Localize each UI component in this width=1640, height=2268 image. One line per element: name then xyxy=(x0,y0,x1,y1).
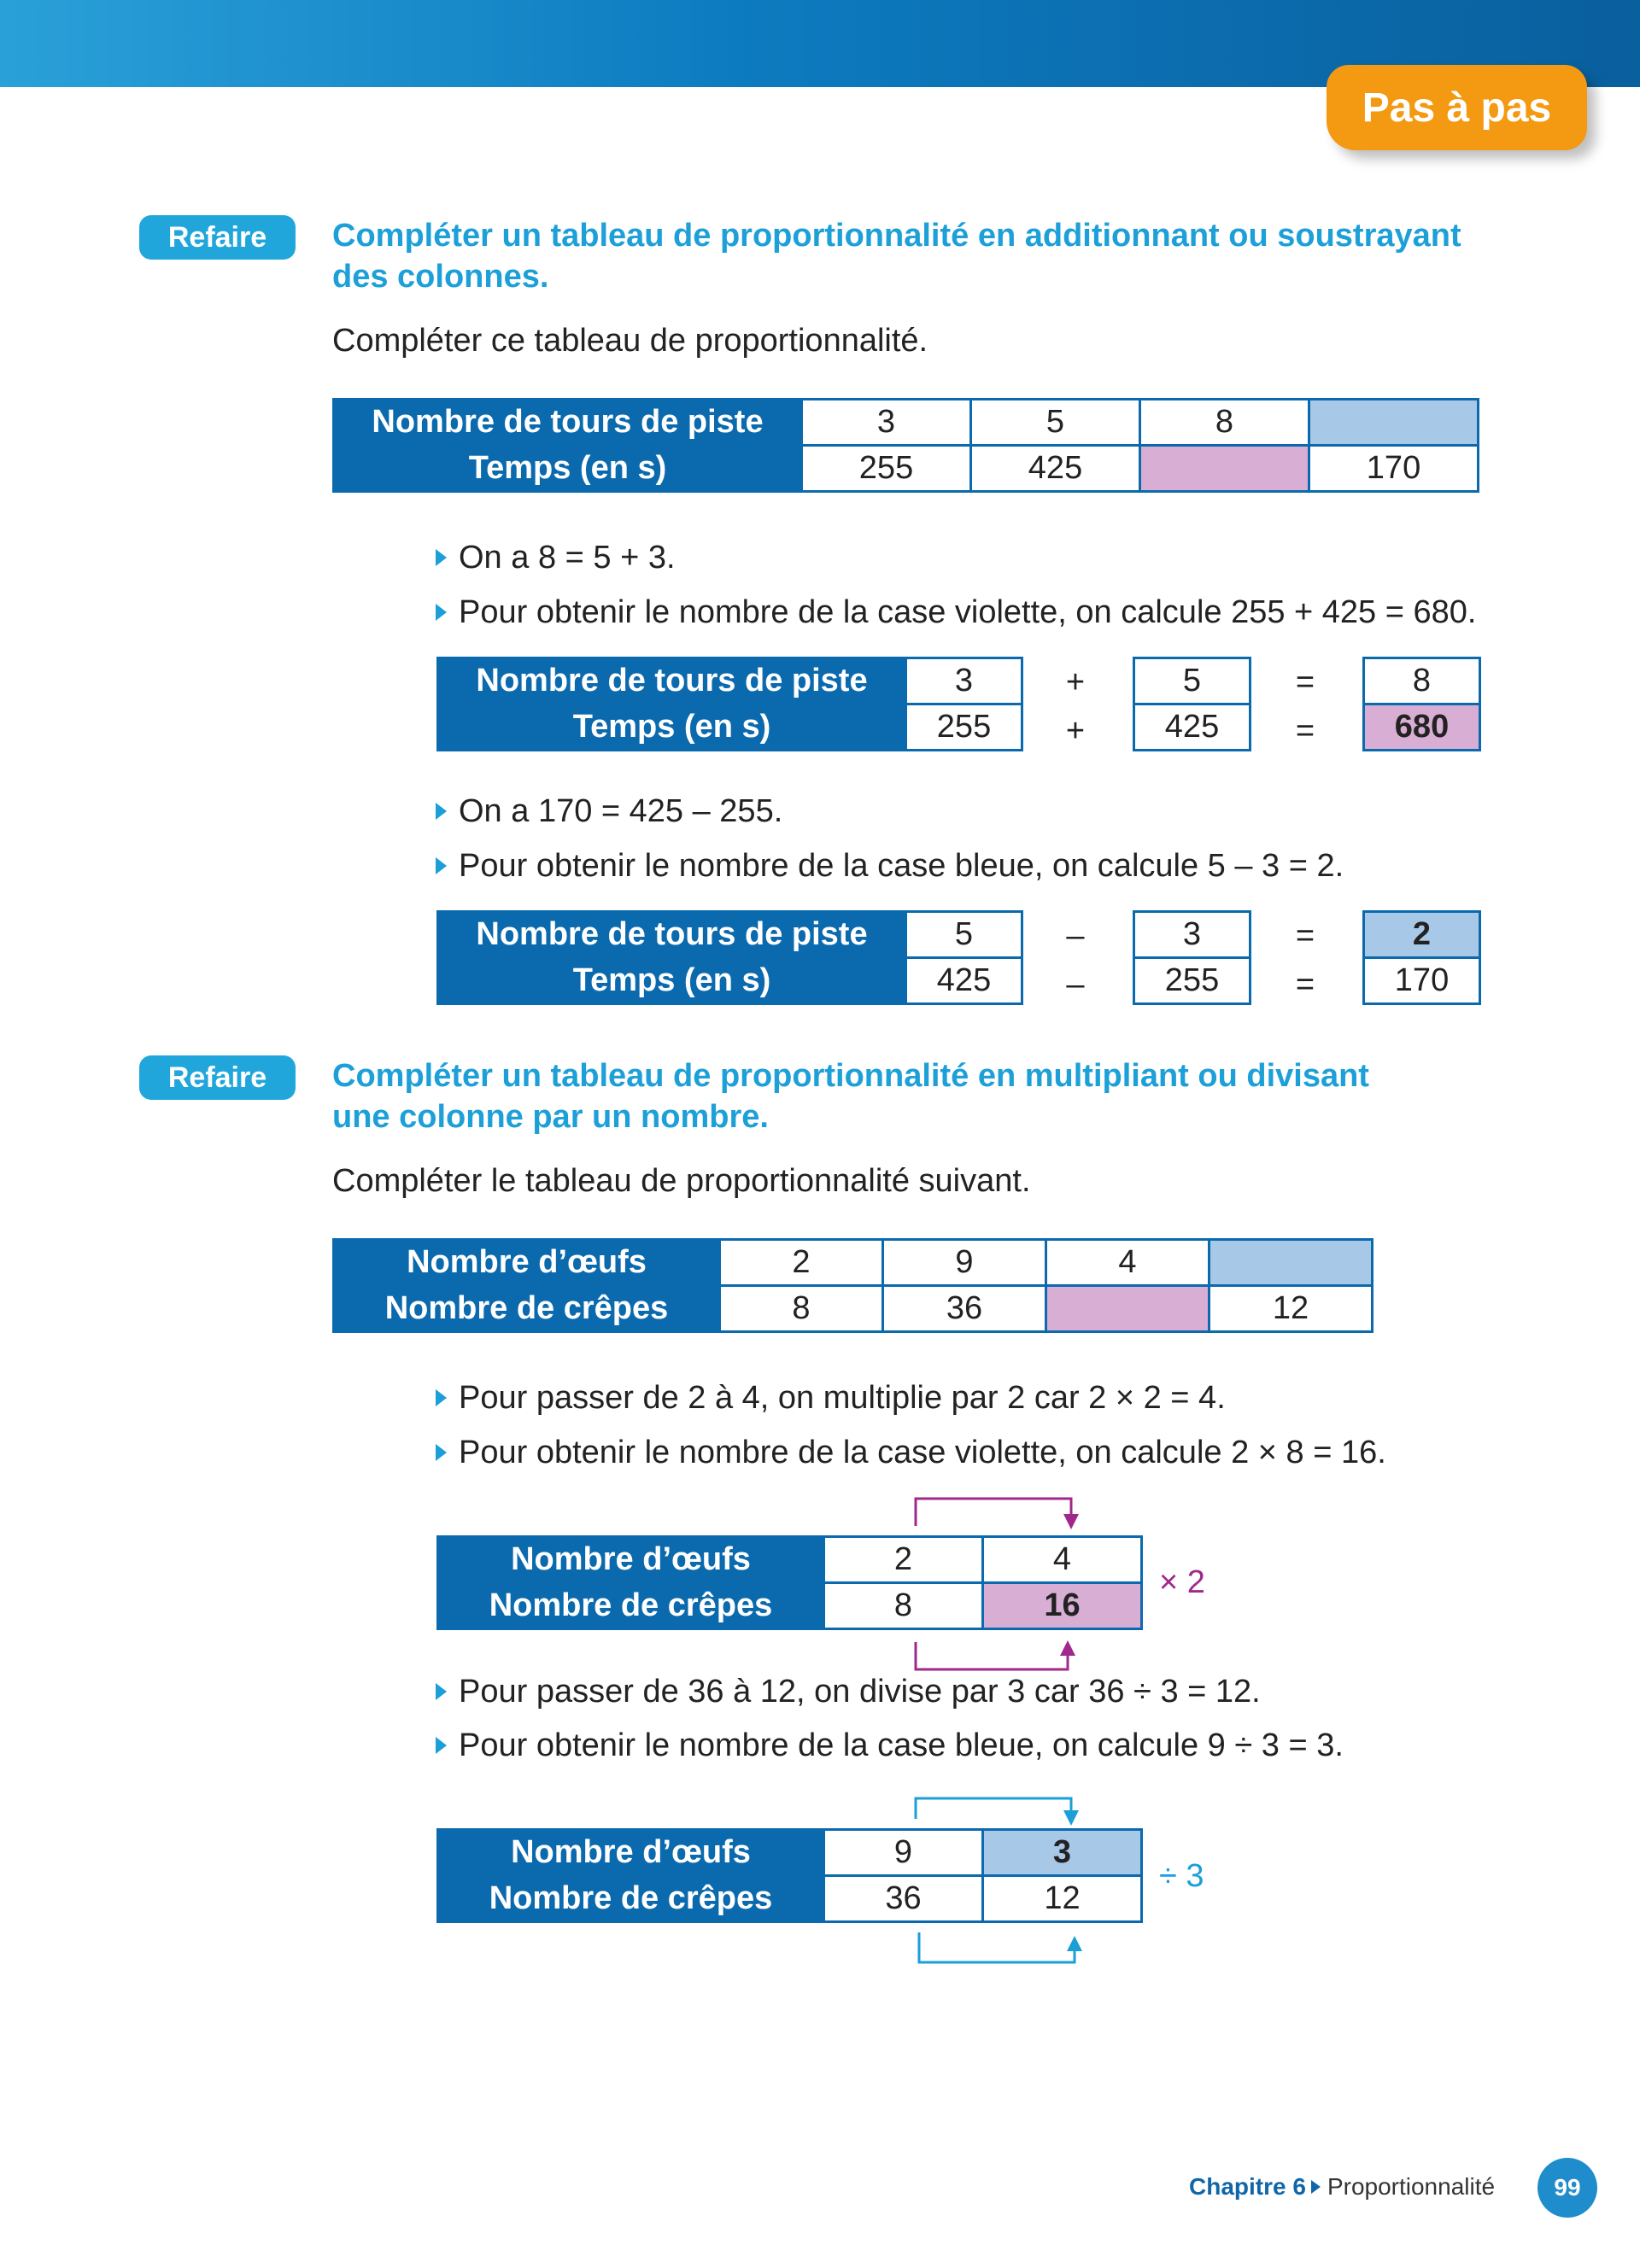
page-number: 99 xyxy=(1538,2158,1597,2218)
subtraction-table-col-b xyxy=(1133,910,1251,1005)
section2-title-line2: une colonne par un nombre. xyxy=(332,1099,769,1135)
table-cell: 4 xyxy=(1046,1240,1210,1286)
table-cell: 8 xyxy=(1364,658,1480,704)
table-cell: 255 xyxy=(906,704,1022,751)
arrow-up-icon xyxy=(1067,1936,1082,1951)
table-cell: 36 xyxy=(824,1876,983,1922)
table-row xyxy=(438,704,1022,751)
row-header: Nombre de crêpes xyxy=(438,1876,824,1922)
subtraction-table-result xyxy=(1362,910,1481,1005)
bullet-text: On a 8 = 5 + 3. xyxy=(459,540,676,576)
violet-empty-cell xyxy=(1046,1286,1210,1332)
table-cell: 425 xyxy=(906,958,1022,1004)
minus-sign: – xyxy=(1066,967,1085,1002)
table-cell: 2 xyxy=(720,1240,883,1286)
bullet-text: Pour obtenir le nombre de la case violette, on calcule 2 × 8 = 16. xyxy=(459,1435,1386,1470)
refaire-badge-1: Refaire xyxy=(139,215,296,260)
bullet-triangle-icon xyxy=(436,549,447,566)
bullet-item xyxy=(436,848,1344,885)
bullet-triangle-icon xyxy=(436,857,447,874)
section1-title xyxy=(332,215,1511,297)
violet-result-cell: 16 xyxy=(983,1583,1142,1629)
table-cell: 8 xyxy=(1140,400,1309,446)
table-row xyxy=(334,446,1479,492)
bullet-triangle-icon xyxy=(436,1389,447,1406)
bullet-item xyxy=(436,1727,1344,1764)
table-cell: 255 xyxy=(802,446,971,492)
table-row xyxy=(438,1537,1142,1583)
bullet-item xyxy=(436,540,676,576)
addition-table-result xyxy=(1362,657,1481,751)
bullet-text: Pour passer de 2 à 4, on multiplie par 2 car 2 × 2 = 4. xyxy=(459,1380,1226,1416)
equals-sign: = xyxy=(1295,713,1315,749)
chapter-label: Chapitre 6 xyxy=(1189,2173,1306,2200)
section2-table xyxy=(332,1238,1374,1333)
bullet-text: Pour obtenir le nombre de la case bleue, on calcule 5 – 3 = 2. xyxy=(459,848,1344,884)
table-cell: 4 xyxy=(983,1537,1142,1583)
footer-triangle-icon xyxy=(1311,2180,1321,2194)
table-cell: 425 xyxy=(1134,704,1250,751)
bullet-item xyxy=(436,1380,1226,1417)
row-header: Nombre d’œufs xyxy=(334,1240,720,1286)
minus-sign: – xyxy=(1066,918,1085,954)
table-row xyxy=(438,1830,1142,1876)
bullet-triangle-icon xyxy=(436,1444,447,1461)
divide-factor: ÷ 3 xyxy=(1159,1858,1204,1894)
table-cell: 36 xyxy=(883,1286,1046,1332)
bullet-text: Pour passer de 36 à 12, on divise par 3 car 36 ÷ 3 = 12. xyxy=(459,1674,1261,1710)
footer-chapter xyxy=(1189,2173,1495,2201)
blue-result-cell: 3 xyxy=(983,1830,1142,1876)
violet-result-cell: 680 xyxy=(1364,704,1480,751)
equals-sign: = xyxy=(1295,967,1315,1002)
division-table xyxy=(436,1828,1143,1923)
table-cell: 2 xyxy=(824,1537,983,1583)
bullet-item xyxy=(436,793,782,830)
chapter-topic: Proportionnalité xyxy=(1327,2173,1496,2200)
table-cell: 12 xyxy=(1210,1286,1373,1332)
equals-sign: = xyxy=(1295,664,1315,700)
row-header: Nombre de tours de piste xyxy=(438,658,906,704)
bullet-item xyxy=(436,1674,1261,1710)
row-header: Nombre de tours de piste xyxy=(438,912,906,958)
addition-table xyxy=(436,657,1023,751)
subtraction-table xyxy=(436,910,1023,1005)
pas-a-pas-tab: Pas à pas xyxy=(1327,65,1587,150)
section2-title-line1: Compléter un tableau de proportionnalité en multipliant ou divisant xyxy=(332,1058,1369,1094)
bullet-text: Pour obtenir le nombre de la case bleue, on calcule 9 ÷ 3 = 3. xyxy=(459,1727,1344,1763)
section2-instruction: Compléter le tableau de proportionnalité suivant. xyxy=(332,1163,1031,1199)
section1-instruction: Compléter ce tableau de proportionnalité. xyxy=(332,323,928,359)
bullet-text: Pour obtenir le nombre de la case violette, on calcule 255 + 425 = 680. xyxy=(459,594,1477,630)
equals-sign: = xyxy=(1295,918,1315,954)
bullet-triangle-icon xyxy=(436,803,447,820)
row-header: Nombre de tours de piste xyxy=(334,400,802,446)
row-header: Temps (en s) xyxy=(438,704,906,751)
table-cell: 12 xyxy=(983,1876,1142,1922)
top-arrow-line xyxy=(916,1499,1071,1526)
bullet-triangle-icon xyxy=(436,1737,447,1754)
blue-result-cell: 2 xyxy=(1364,912,1480,958)
table-row xyxy=(438,958,1022,1004)
table-row xyxy=(438,658,1022,704)
table-cell: 170 xyxy=(1309,446,1479,492)
section1-title-line2: des colonnes. xyxy=(332,259,549,295)
bullet-triangle-icon xyxy=(436,1683,447,1700)
table-cell: 3 xyxy=(802,400,971,446)
section1-title-line1: Compléter un tableau de proportionnalité en additionnant ou soustrayant xyxy=(332,218,1461,254)
table-cell: 9 xyxy=(824,1830,983,1876)
bullet-item xyxy=(436,594,1476,631)
multiplication-table xyxy=(436,1535,1143,1630)
refaire-badge-2: Refaire xyxy=(139,1055,296,1100)
table-row xyxy=(334,400,1479,446)
bottom-arrow-line xyxy=(916,1642,1068,1669)
row-header: Nombre de crêpes xyxy=(334,1286,720,1332)
table-cell: 5 xyxy=(1134,658,1250,704)
arrow-down-icon xyxy=(1063,1810,1079,1826)
bullet-item xyxy=(436,1435,1386,1471)
plus-sign: + xyxy=(1065,713,1086,749)
table-row xyxy=(438,912,1022,958)
table-cell: 170 xyxy=(1364,958,1480,1004)
table-cell: 255 xyxy=(1134,958,1250,1004)
section1-table xyxy=(332,398,1479,493)
row-header: Nombre d’œufs xyxy=(438,1537,824,1583)
table-row xyxy=(334,1240,1373,1286)
table-cell: 5 xyxy=(906,912,1022,958)
addition-table-col-b xyxy=(1133,657,1251,751)
row-header: Temps (en s) xyxy=(438,958,906,1004)
blue-empty-cell xyxy=(1210,1240,1373,1286)
plus-sign: + xyxy=(1065,664,1086,700)
row-header: Nombre d’œufs xyxy=(438,1830,824,1876)
bottom-arrow-line xyxy=(919,1932,1075,1962)
row-header: Nombre de crêpes xyxy=(438,1583,824,1629)
table-cell: 9 xyxy=(883,1240,1046,1286)
blue-empty-cell xyxy=(1309,400,1479,446)
table-cell: 8 xyxy=(824,1583,983,1629)
table-row xyxy=(334,1286,1373,1332)
table-cell: 3 xyxy=(1134,912,1250,958)
arrow-up-icon xyxy=(1060,1640,1075,1656)
table-row xyxy=(438,1876,1142,1922)
top-arrow-line xyxy=(916,1798,1071,1819)
violet-empty-cell xyxy=(1140,446,1309,492)
arrow-down-icon xyxy=(1063,1514,1079,1529)
table-cell: 8 xyxy=(720,1286,883,1332)
table-cell: 3 xyxy=(906,658,1022,704)
section2-title xyxy=(332,1055,1511,1137)
multiply-factor: × 2 xyxy=(1159,1564,1205,1600)
table-cell: 5 xyxy=(971,400,1140,446)
row-header: Temps (en s) xyxy=(334,446,802,492)
table-row xyxy=(438,1583,1142,1629)
table-cell: 425 xyxy=(971,446,1140,492)
bullet-triangle-icon xyxy=(436,604,447,621)
bullet-text: On a 170 = 425 – 255. xyxy=(459,793,783,829)
